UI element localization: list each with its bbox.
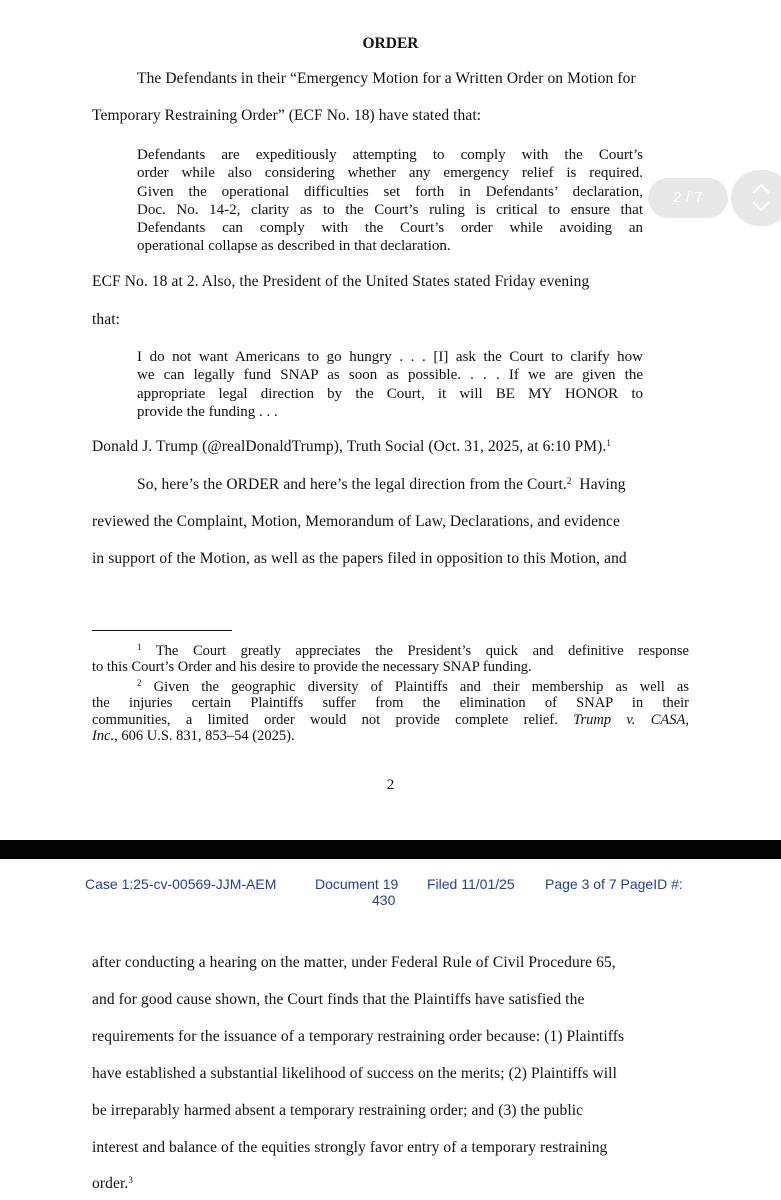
page-number: 2 <box>386 777 395 793</box>
para3-line1-text: So, here’s the ORDER and here’s the legal direction from the Court. <box>137 476 567 493</box>
footnote-line <box>92 675 689 695</box>
case-name-cont: Inc. <box>92 727 115 744</box>
p2-last-line <box>92 1175 133 1193</box>
quote-line: I do not want Americans to go hungry . . . [I] ask the Court to clarify how <box>137 349 643 365</box>
case-name: Trump v. CASA, <box>573 711 690 728</box>
footnote-line <box>92 728 689 744</box>
footnote-2-text-a: Given the geographic diversity of Plaintiffs and their membership as well as <box>141 679 689 695</box>
quote-line: Defendants are expeditiously attempting to comply with the Court’s <box>137 147 643 163</box>
citation <box>92 438 611 456</box>
chevron-up-icon[interactable] <box>752 184 770 194</box>
para2-line2: that: <box>92 311 121 328</box>
p2-line: after conducting a hearing on the matter, under Federal Rule of Civil Procedure 65, <box>92 954 616 971</box>
page-break-bar <box>0 840 781 859</box>
para1-line2: Temporary Restraining Order” (ECF No. 18) have stated that: <box>92 107 482 124</box>
para2-line1: ECF No. 18 at 2. Also, the President of the United States stated Friday evening <box>92 273 590 290</box>
footnote-line: to this Court’s Order and his desire to provide the necessary SNAP funding. <box>92 659 532 676</box>
quote-line: Given the operational difficulties set forth in Defendants’ declaration, <box>137 183 643 200</box>
footnote-2-number: 2 <box>137 678 142 688</box>
quote-line: we can legally fund SNAP as soon as possible. . . . If we are given the <box>137 367 643 384</box>
quote-line: Defendants can comply with the Court’s order while avoiding an <box>137 220 643 237</box>
case-number: Case 1:25-cv-00569-JJM-AEM <box>85 876 277 892</box>
footnote-ref-2[interactable]: 2 <box>566 476 572 486</box>
para3-line1 <box>137 476 626 494</box>
footnote-1-number: 1 <box>137 642 142 652</box>
footnote-line <box>92 639 689 659</box>
order-title: ORDER <box>362 35 419 52</box>
quote-line: Doc. No. 14-2, clarity as to the Court’s ruling is critical to ensure that <box>137 201 643 218</box>
footnote-ref-1[interactable]: 1 <box>606 438 612 448</box>
para3-line1-tail: Having <box>571 476 626 493</box>
filed-date: Filed 11/01/25 <box>427 876 515 892</box>
quote-line: appropriate legal direction by the Court, it will BE MY HONOR to <box>137 385 643 402</box>
footnote-ref-3[interactable]: 3 <box>128 1175 133 1185</box>
chevron-down-icon[interactable] <box>752 201 770 211</box>
footnote-line: the injuries certain Plaintiffs suffer from the elimination of SNAP in their <box>92 695 689 712</box>
footnote-divider <box>92 630 232 631</box>
para3-line3: in support of the Motion, as well as the papers filed in opposition to this Motion, and <box>92 550 627 567</box>
page-info: Page 3 of 7 PageID #: <box>545 876 683 892</box>
footnote-2-text-c: communities, a limited order would not provide complete relief. <box>92 711 558 728</box>
footnote-2 <box>92 675 689 744</box>
quote-line: provide the funding . . . <box>137 403 278 420</box>
case-citation: , 606 U.S. 831, 853–54 (2025). <box>114 727 295 744</box>
footnote-line <box>92 712 689 728</box>
p2-line: have established a substantial likelihood of success on the merits; (2) Plaintiffs will <box>92 1065 617 1082</box>
p2-line: requirements for the issuance of a temporary restraining order because: (1) Plaintiffs <box>92 1028 625 1045</box>
para3-line2: reviewed the Complaint, Motion, Memorandum of Law, Declarations, and evidence <box>92 513 620 530</box>
footnote-1 <box>92 639 689 676</box>
page-indicator: 2 / 7 <box>648 178 728 218</box>
quote-line: order while also considering whether any emergency relief is required. <box>137 165 643 182</box>
p2-line: be irreparably harmed absent a temporary restraining order; and (3) the public <box>92 1102 584 1119</box>
document-number: Document 19 <box>315 876 399 892</box>
p2-last-text: order. <box>92 1175 129 1192</box>
citation-text: Donald J. Trump (@realDonaldTrump), Truth Social (Oct. 31, 2025, at 6:10 PM). <box>92 438 607 455</box>
page-nav-button[interactable] <box>731 170 781 226</box>
quote-line: operational collapse as described in that declaration. <box>137 238 451 255</box>
p2-line: and for good cause shown, the Court finds that the Plaintiffs have satisfied the <box>92 991 585 1008</box>
para1-line1: The Defendants in their “Emergency Motion for a Written Order on Motion for <box>137 70 636 87</box>
quote-president <box>137 348 643 421</box>
page-id: 430 <box>372 892 396 908</box>
quote-defendants <box>137 146 643 256</box>
footnote-1-text-a: The Court greatly appreciates the President’s quick and definitive response <box>141 643 689 659</box>
p2-line: interest and balance of the equities strongly favor entry of a temporary restraining <box>92 1139 608 1156</box>
